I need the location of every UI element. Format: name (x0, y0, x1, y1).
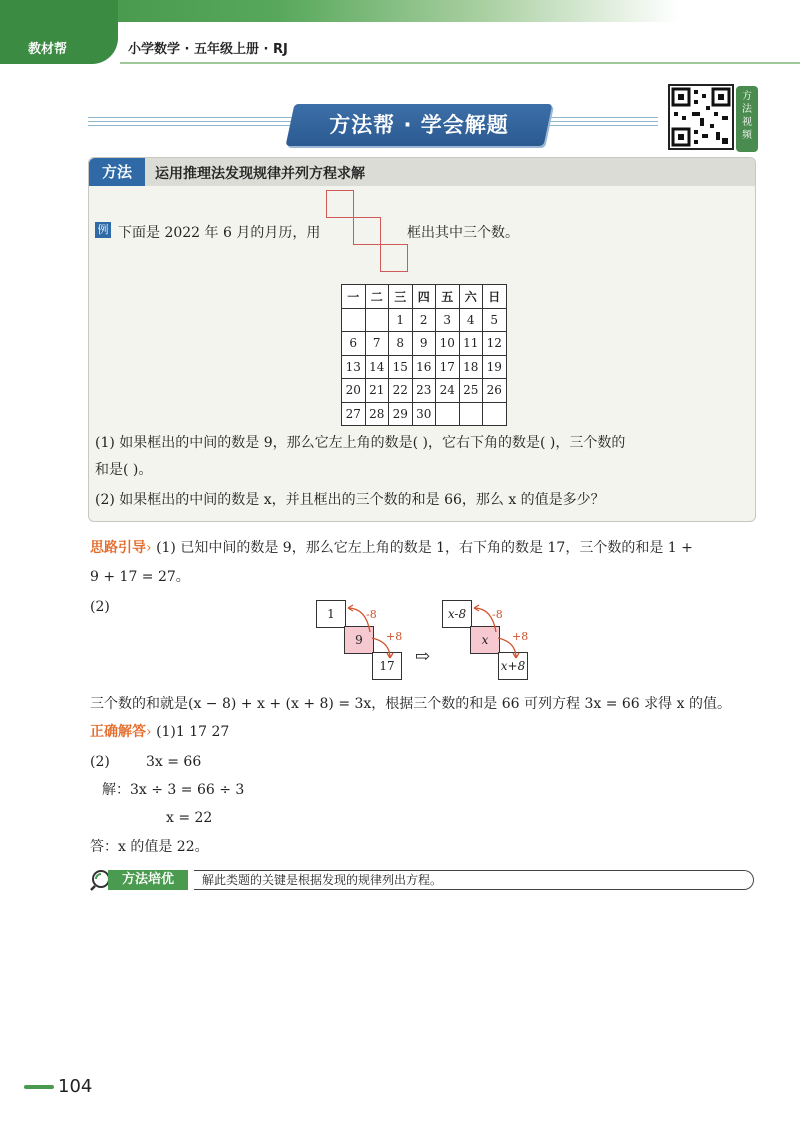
calendar-cell (483, 402, 507, 426)
calendar-cell: 22 (389, 379, 413, 403)
diagram-var-top: x-8 (447, 607, 467, 621)
qr-side-char: 视 (742, 117, 752, 128)
diagram-cell-bottom: 17 (372, 652, 402, 680)
diagram-cell-top: 1 (316, 600, 346, 628)
qr-side-char: 方 (742, 91, 752, 102)
diagram-variables (442, 598, 552, 684)
analysis-text-1: (1) 已知中间的数是 9，那么它左上角的数是 1，右下角的数是 17，三个数的和是 1 + (156, 540, 693, 556)
answer-part2-label: (2) (90, 754, 110, 770)
answer-equation: 3x = 66 (146, 754, 202, 770)
calendar-cell (342, 308, 366, 332)
calendar-cell: 7 (365, 332, 389, 356)
section-banner (286, 104, 553, 146)
answer-label: 正确解答 (90, 724, 146, 740)
analysis-part2-label: (2) (90, 599, 110, 615)
calendar-header: 二 (365, 285, 389, 309)
calendar-cell: 25 (459, 379, 483, 403)
calendar-cell: 14 (365, 355, 389, 379)
calendar-cell: 1 (389, 308, 413, 332)
calendar-cell: 13 (342, 355, 366, 379)
question-1-line-1: (1) 如果框出的中间的数是 9，那么它左上角的数是( )，它右下角的数是( )，三个数的 (95, 435, 626, 451)
calendar-cell (436, 402, 460, 426)
calendar-header-row (342, 285, 507, 309)
page-number (24, 1076, 92, 1097)
qr-side-char: 频 (742, 130, 752, 141)
calendar-cell: 27 (342, 402, 366, 426)
calendar-cell: 10 (436, 332, 460, 356)
method-optimize-box (90, 868, 754, 892)
optimize-tag (90, 868, 190, 892)
analysis-label: 思路引导 (90, 540, 146, 556)
diagram-var-bottom: x+8 (500, 659, 526, 673)
calendar-row (342, 308, 507, 332)
diagram-numbers (316, 598, 426, 684)
analysis-line-1: 思路引导› (1) 已知中间的数是 9，那么它左上角的数是 1，右下角的数是 17，三个数的和是 1 + (90, 540, 693, 556)
answer-text-1: (1)1 17 27 (156, 724, 230, 740)
answer-solve: 解：3x ÷ 3 = 66 ÷ 3 (102, 782, 245, 798)
qr-side-char: 法 (742, 104, 752, 115)
optimize-text: 解此类题的关键是根据发现的规律列出方程。 (194, 870, 754, 890)
calendar-cell: 16 (412, 355, 436, 379)
banner-title: 方法帮 · 学会解题 (329, 113, 509, 137)
example-text-after: 框出其中三个数。 (407, 225, 519, 241)
calendar-header: 一 (342, 285, 366, 309)
calendar-cell: 24 (436, 379, 460, 403)
page-mark (24, 1085, 54, 1089)
calendar-cell: 21 (365, 379, 389, 403)
calendar-table (341, 284, 507, 426)
calendar-cell: 28 (365, 402, 389, 426)
answer-line-1: 正确解答› (1)1 17 27 (90, 724, 230, 740)
brand-label: 教材帮 (28, 42, 68, 57)
page-number-text: 104 (58, 1076, 93, 1097)
video-lesson-tab[interactable] (736, 86, 758, 152)
diagram-var-mid: x (481, 633, 489, 647)
calendar-cell (365, 308, 389, 332)
calendar-header: 四 (412, 285, 436, 309)
calendar-row (342, 379, 507, 403)
analysis-conclusion: 三个数的和就是(x − 8) + x + (x + 8) = 3x，根据三个数的和是 66 可列方程 3x = 66 求得 x 的值。 (90, 696, 731, 712)
calendar-row (342, 332, 507, 356)
example-tag: 例 (95, 222, 111, 238)
diagram-cell-mid: 9 (344, 626, 374, 654)
qr-code-icon[interactable] (668, 84, 734, 150)
calendar-cell: 19 (483, 355, 507, 379)
analysis-line-2: 9 + 17 = 27。 (90, 569, 190, 585)
method-tag: 方法 (89, 158, 145, 186)
answer-result: x = 22 (166, 810, 213, 826)
calendar-header: 日 (483, 285, 507, 309)
calendar-cell: 15 (389, 355, 413, 379)
calendar-cell: 5 (483, 308, 507, 332)
calendar-cell: 30 (412, 402, 436, 426)
calendar-cell: 9 (412, 332, 436, 356)
calendar-header: 六 (459, 285, 483, 309)
arrow-label-down: +8 (386, 630, 403, 643)
calendar-cell: 3 (436, 308, 460, 332)
right-arrow-icon: ⇨ (415, 646, 431, 667)
page-header (0, 0, 800, 70)
calendar-cell: 29 (389, 402, 413, 426)
arrow-label-up: -8 (366, 608, 377, 621)
calendar-cell: 17 (436, 355, 460, 379)
subject-label: 小学数学 · 五年级上册 · RJ (128, 42, 288, 57)
question-1-line-2: 和是( )。 (95, 462, 153, 478)
example-text-before: 下面是 2022 年 6 月的月历，用 (118, 225, 321, 241)
header-rule (120, 62, 800, 64)
calendar-cell: 4 (459, 308, 483, 332)
calendar-cell: 2 (412, 308, 436, 332)
calendar-row (342, 355, 507, 379)
question-2: (2) 如果框出的中间的数是 x，并且框出的三个数的和是 66，那么 x 的值是多少？ (95, 492, 605, 508)
calendar-row (342, 402, 507, 426)
calendar-cell: 18 (459, 355, 483, 379)
calendar-cell: 20 (342, 379, 366, 403)
arrow-label-down: +8 (512, 630, 529, 643)
calendar-cell: 6 (342, 332, 366, 356)
header-band (0, 0, 800, 22)
method-title: 运用推理法发现规律并列方程求解 (155, 166, 365, 182)
calendar-cell: 12 (483, 332, 507, 356)
arrow-label-up: -8 (492, 608, 503, 621)
calendar-cell: 11 (459, 332, 483, 356)
calendar-cell (459, 402, 483, 426)
calendar-cell: 23 (412, 379, 436, 403)
calendar-cell: 26 (483, 379, 507, 403)
answer-conclusion: 答：x 的值是 22。 (90, 839, 209, 855)
optimize-tag-label: 方法培优 (108, 870, 188, 890)
calendar-cell: 8 (389, 332, 413, 356)
calendar-header: 五 (436, 285, 460, 309)
calendar-header: 三 (389, 285, 413, 309)
